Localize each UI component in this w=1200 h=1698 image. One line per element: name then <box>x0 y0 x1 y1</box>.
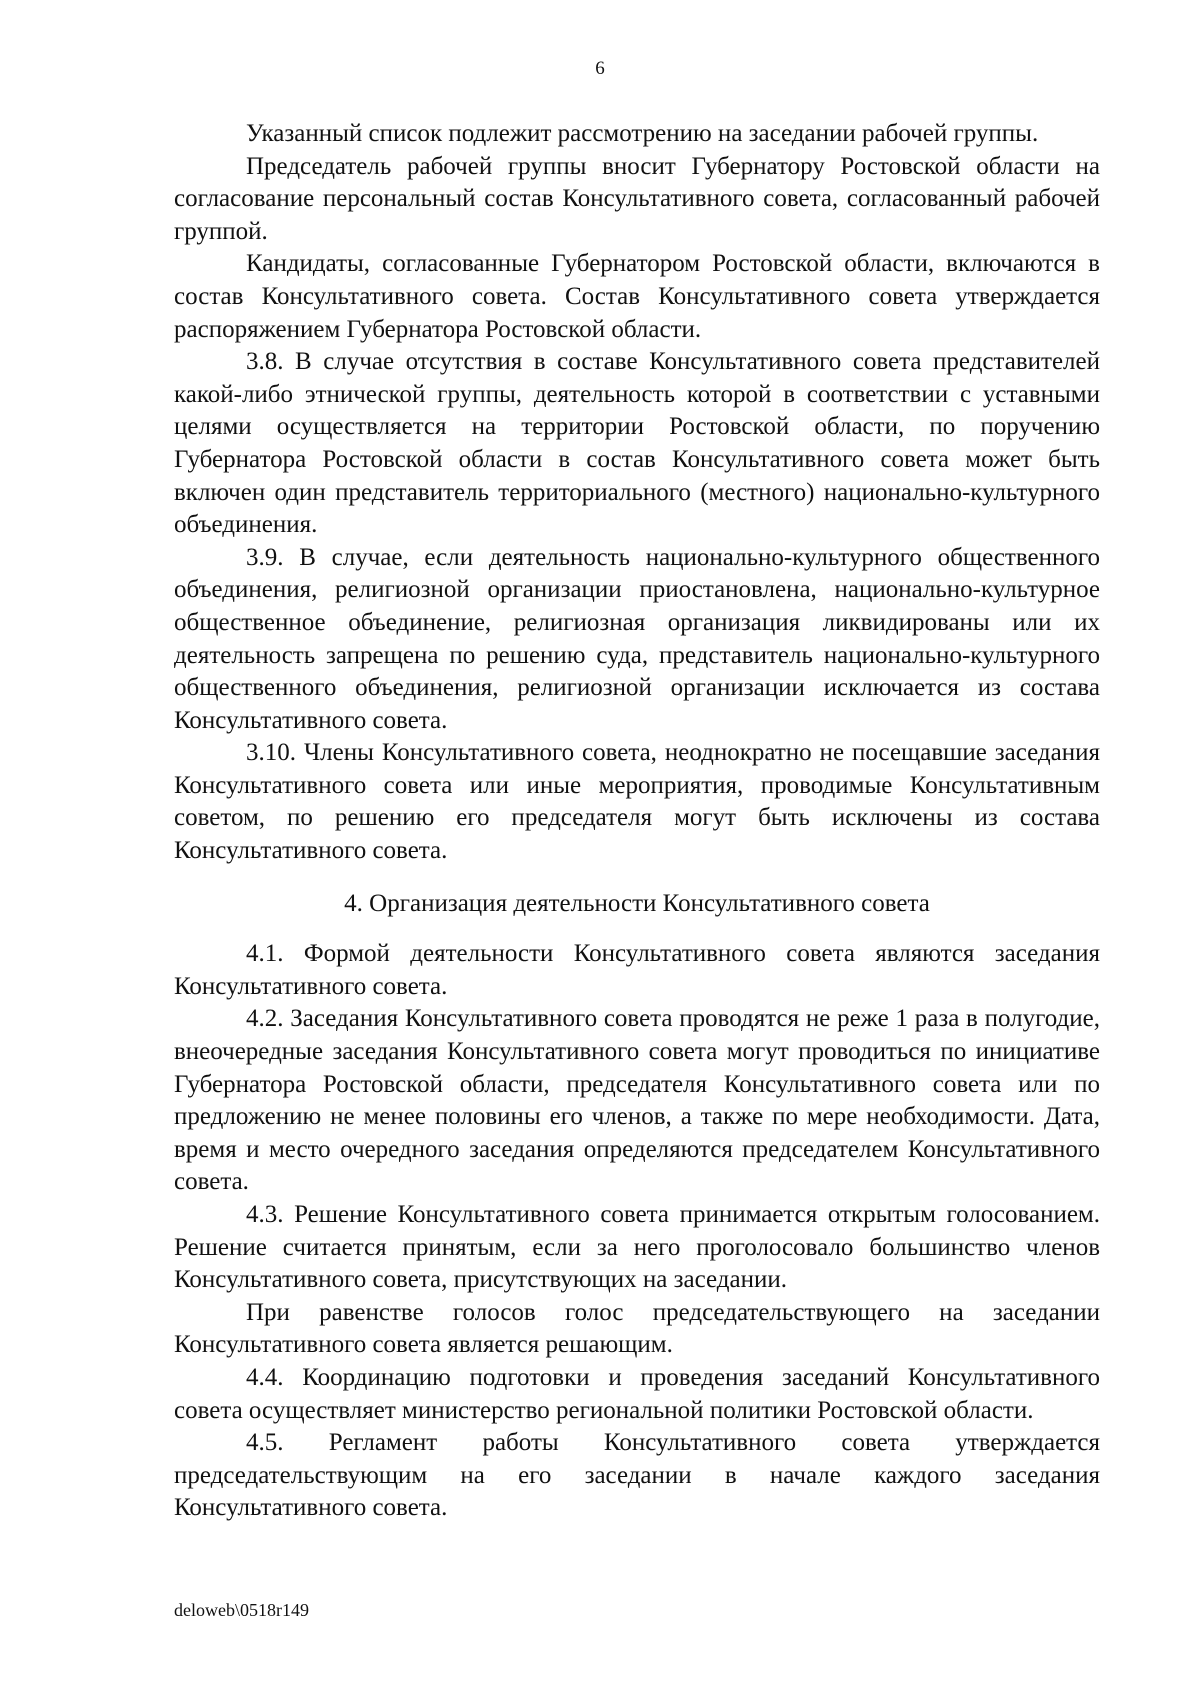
paragraph: Председатель рабочей группы вносит Губернатору Ростовской области на согласование персональный состав Консультативного совета, согласованный рабочей группой. <box>174 152 1100 245</box>
paragraph: При равенстве голосов голос председательствующего на заседании Консультативного совета является решающим. <box>174 1298 1100 1359</box>
paragraph: Кандидаты, согласованные Губернатором Ростовской области, включаются в состав Консультативного совета. Состав Консультативного совета утверждается распоряжением Губернатора Ростовской области. <box>174 250 1100 343</box>
section-heading: 4. Организация деятельности Консультативного совета <box>344 889 930 917</box>
paragraph-3-9: 3.9. В случае, если деятельность национально-культурного общественного объединения, религиозной организации приостановлена, национально-культурное общественное объединение, религиозная организация ликвидированы или их деятельность запрещена по решению суда, представитель национально-культурного общественного объединения, религиозной организации исключается из состава Консультативного совета. <box>174 543 1100 734</box>
paragraph: Указанный список подлежит рассмотрению на заседании рабочей группы. <box>246 120 1039 147</box>
paragraph-4-5: 4.5. Регламент работы Консультативного совета утверждается председательствующим на его заседании в начале каждого заседания Консультативного совета. <box>174 1429 1100 1522</box>
document-body <box>174 118 1100 1525</box>
paragraph-4-1: 4.1. Формой деятельности Консультативного совета являются заседания Консультативного совета. <box>174 940 1100 1000</box>
paragraph-3-8: 3.8. В случае отсутствия в составе Консультативного совета представителей какой-либо этнической группы, деятельность которой в соответствии с уставными целями осуществляется на территории Ростовской области, по поручению Губернатора Ростовской области в состав Консультативного совета может быть включен один представитель территориального (местного) национально-культурного объединения. <box>174 348 1100 539</box>
paragraph-4-4: 4.4. Координацию подготовки и проведения заседаний Консультативного совета осуществляет министерство региональной политики Ростовской области. <box>174 1363 1100 1424</box>
paragraph-4-2: 4.2. Заседания Консультативного совета проводятся не реже 1 раза в полугодие, внеочередные заседания Консультативного совета могут проводиться по инициативе Губернатора Ростовской области, председателя Консультативного совета или по предложению не менее половины его членов, а также по мере необходимости. Дата, время и место очередного заседания определяются председателем Консультативного совета. <box>174 1005 1100 1196</box>
page-number: 6 <box>595 58 605 79</box>
paragraph-3-10: 3.10. Члены Консультативного совета, неоднократно не посещавшие заседания Консультативного совета или иные мероприятия, проводимые Консультативным советом, по решению его председателя могут быть исключены из состава Консультативного совета. <box>174 739 1100 865</box>
footer-document-code: deloweb\0518r149 <box>174 1600 309 1620</box>
paragraph-4-3: 4.3. Решение Консультативного совета принимается открытым голосованием. Решение считается принятым, если за него проголосовало большинство членов Консультативного совета, присутствующих на заседании. <box>174 1201 1100 1294</box>
